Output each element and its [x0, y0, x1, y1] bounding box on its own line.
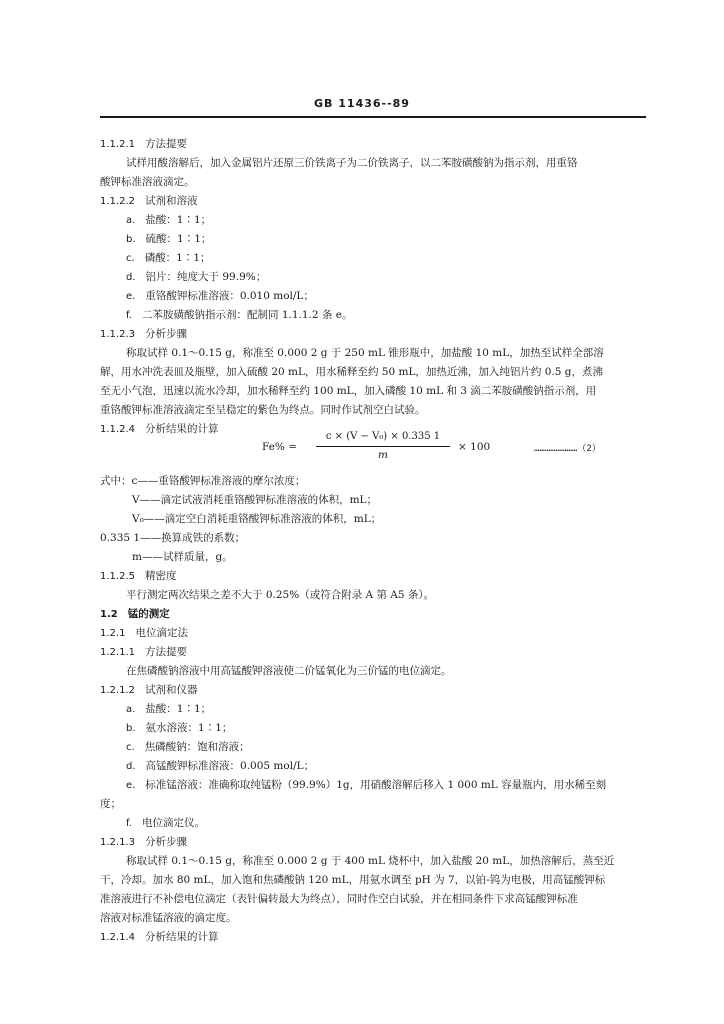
line-text: 解，用水冲洗表皿及瓶壁，加入硫酸 20 mL，用水稀释至约 50 mL，加热近沸，加入纯铝片约 0.5 g，煮沸 [100, 366, 604, 378]
header-rule [100, 116, 646, 118]
clause-number: c. [126, 253, 135, 264]
clause-number: d. [126, 761, 136, 772]
clause-number: 1.1.2.1 [100, 139, 135, 150]
formula-numerator: c × (V − V₀) × 0.335 1 [325, 431, 441, 442]
section-line [100, 645, 187, 660]
clause-number: 1.2.1.1 [100, 647, 135, 658]
line-text: 试样用酸溶解后，加入金属铝片还原三价铁离子为二价铁离子，以二苯胺磺酸钠为指示剂，用重铬 [126, 157, 578, 169]
clause-number: 1.2.1.3 [100, 837, 135, 848]
line-text: 酸钾标准溶液滴定。 [100, 176, 195, 188]
formula-fe [262, 428, 652, 468]
section-line [100, 327, 187, 342]
line-text: 准溶液进行不补偿电位滴定（表针偏转最大为终点），同时作空白试验，并在相同条件下求高锰酸钾标准 [100, 893, 578, 905]
line-text: 试剂和溶液 [145, 195, 198, 207]
section-line [126, 778, 606, 793]
line-text: 分析结果的计算 [145, 931, 219, 943]
line-text: 至无小气泡，迅速以流水冷却，加水稀释至约 100 mL，加入磷酸 10 mL 和 3 滴二苯胺磺酸钠指示剂，用 [100, 385, 597, 397]
line-text: V₀——滴定空白消耗重铬酸钾标准溶液的体积，mL； [132, 513, 382, 525]
line-text: m——试样质量，g。 [132, 551, 233, 563]
line-text: 在焦磷酸钠溶液中用高锰酸钾溶液使二价锰氧化为三价锰的电位滴定。 [126, 665, 452, 677]
line-text: 分析步骤 [145, 328, 187, 340]
text-line [100, 384, 596, 398]
section-line [126, 251, 211, 266]
section-line [100, 683, 198, 698]
section-line [100, 569, 177, 584]
section-line [100, 930, 219, 945]
clause-number: a. [126, 215, 136, 226]
text-line [100, 873, 605, 887]
line-text: 高锰酸钾标准溶液：0.005 mol/L； [145, 760, 315, 772]
line-text: 溶液对标准锰溶液的滴定度。 [100, 912, 237, 924]
section-line [100, 422, 219, 437]
clause-number: 1.1.2.2 [100, 196, 135, 207]
clause-number: b. [126, 723, 136, 734]
clause-number: c. [126, 742, 135, 753]
text-line [132, 550, 233, 564]
section-line [126, 721, 232, 736]
line-text: 称取试样 0.1～0.15 g，称准至 0.000 2 g 于 250 mL 锥形瓶中，加盐酸 10 mL，加热至试样全部溶 [126, 347, 604, 359]
line-text: 试剂和仪器 [145, 684, 198, 696]
formula-denominator: m [378, 449, 388, 461]
text-line [100, 403, 426, 417]
line-text: 氨水溶液：1∶1； [145, 722, 233, 734]
line-text: 分析结果的计算 [145, 423, 219, 435]
line-text: 盐酸：1∶1； [145, 703, 212, 715]
clause-number: 1.1.2.3 [100, 329, 135, 340]
clause-number: f. [126, 818, 132, 829]
clause-number: 1.1.2.4 [100, 424, 135, 435]
line-text: 平行测定两次结果之差不大于 0.25%（或符合附录 A 第 A5 条）。 [126, 589, 435, 601]
line-text: 硫酸：1∶1； [145, 233, 212, 245]
clause-number: b. [126, 234, 136, 245]
text-line [126, 346, 604, 360]
text-line [132, 493, 377, 507]
text-line [100, 531, 245, 545]
text-line [126, 854, 614, 868]
line-text: 度； [100, 798, 121, 810]
line-text: 分析步骤 [145, 836, 187, 848]
line-text: 标准锰溶液：准确称取纯锰粉（99.9%）1g，用硝酸溶解后移入 1 000 mL 容量瓶内，用水稀至刻 [145, 779, 607, 791]
line-text: 重铬酸钾标准溶液：0.010 mol/L； [145, 290, 314, 302]
text-line [100, 175, 195, 189]
section-line [100, 194, 198, 209]
clause-number: 1.2 [100, 609, 118, 620]
line-text: 0.335 1——换算成铁的系数； [100, 532, 246, 544]
section-line [126, 702, 211, 717]
text-line [100, 474, 305, 488]
text-line [100, 365, 603, 379]
line-text: 式中：c——重铬酸钾标准溶液的摩尔浓度； [100, 475, 306, 487]
clause-number: 1.2.1.2 [100, 685, 135, 696]
section-line [126, 816, 205, 831]
line-text: 方法提要 [145, 646, 187, 658]
fraction-bar [316, 446, 450, 447]
text-line [126, 664, 452, 678]
clause-number: 1.2.1.4 [100, 932, 135, 943]
clause-number: 1.1.2.5 [100, 571, 135, 582]
text-line [126, 588, 434, 602]
line-text: 铝片：纯度大于 99.9%； [145, 271, 267, 283]
section-line [126, 213, 211, 228]
equation-number: ……………………（2） [534, 444, 601, 454]
section-line [100, 626, 188, 641]
text-line [126, 156, 578, 170]
clause-number: a. [126, 704, 136, 715]
line-text: V——滴定试液消耗重铬酸钾标准溶液的体积，mL； [132, 494, 378, 506]
line-text: 干，冷却。加水 80 mL，加入饱和焦磷酸钠 120 mL，用氨水调至 pH 为 7，以铂-钨为电极，用高锰酸钾标 [100, 874, 606, 886]
clause-number: 1.2.1 [100, 628, 126, 639]
line-text: 焦磷酸钠：饱和溶液； [144, 741, 250, 753]
section-line [126, 232, 211, 247]
formula-multiplier: × 100 [458, 441, 491, 453]
section-line [100, 835, 187, 850]
clause-number: e. [126, 291, 136, 302]
formula-lhs: Fe% = [262, 441, 298, 453]
clause-number: d. [126, 272, 136, 283]
section-line [100, 137, 187, 152]
standard-number: GB 11436--89 [314, 97, 410, 110]
line-text: 精密度 [145, 570, 177, 582]
text-line [100, 892, 578, 906]
line-text: 盐酸：1∶1； [145, 214, 212, 226]
line-text: 电位滴定法 [135, 627, 188, 639]
section-line [126, 289, 314, 304]
line-text: 电位滴定仪。 [141, 817, 205, 829]
text-line [100, 911, 237, 925]
line-text: 重铬酸钾标准溶液滴定至呈稳定的紫色为终点。同时作试剂空白试验。 [100, 404, 426, 416]
clause-number: f. [126, 310, 132, 321]
section-line [126, 270, 266, 285]
text-line [100, 797, 121, 811]
line-text: 磷酸：1∶1； [144, 252, 211, 264]
section-line [100, 607, 170, 622]
section-line [126, 759, 314, 774]
section-line [126, 740, 250, 755]
line-text: 称取试样 0.1～0.15 g，称准至 0.000 2 g 于 400 mL 烧杯中，加入盐酸 20 mL，加热溶解后，蒸至近 [126, 855, 615, 867]
line-text: 方法提要 [145, 138, 187, 150]
line-text: 二苯胺磺酸钠指示剂：配制同 1.1.1.2 条 e。 [141, 309, 353, 321]
section-line [126, 308, 352, 323]
clause-number: e. [126, 780, 136, 791]
line-text: 锰的测定 [127, 608, 170, 620]
text-line [132, 512, 381, 526]
